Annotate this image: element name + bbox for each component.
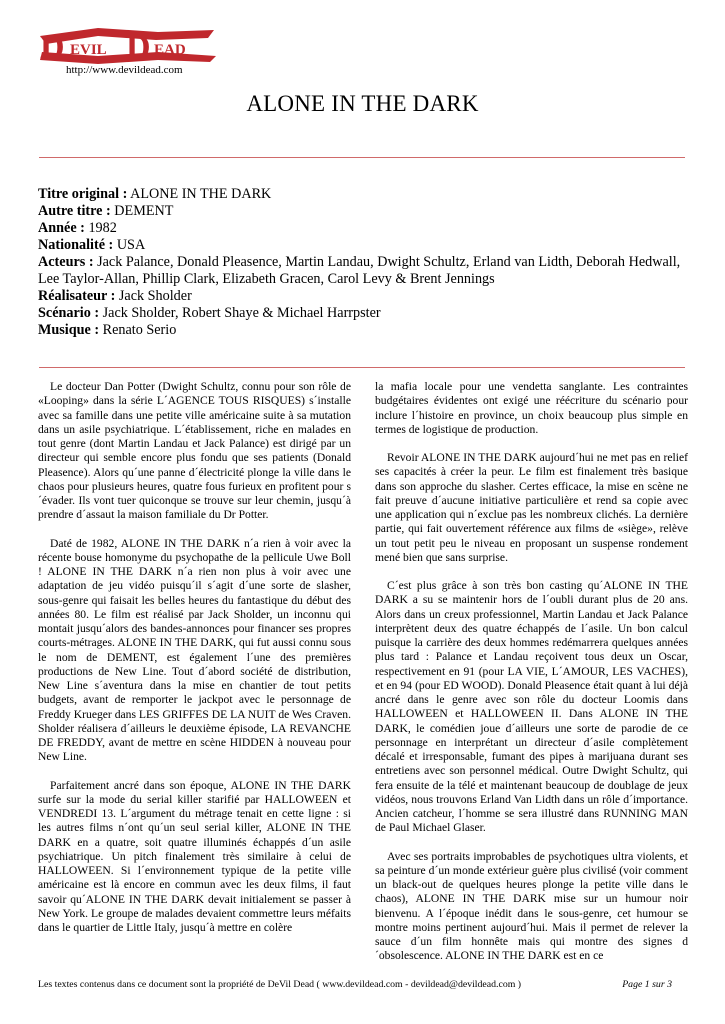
article-paragraph: Avec ses portraits improbables de psychotiques ultra violents, et sa peinture d´un monde extérieur guère plus civilisé (voir comment un black-out de quelques heures plonge la petite ville dans le chaos), ALONE IN THE DARK mise sur un humour noir bienvenu. A l´époque inédit dans le sous-genre, cet humour se montre moins pertinent aujourd´hui. Mais il permet de relever la sauce d´un film honnête mais qui montre des signes d´obsolescence. ALONE IN THE DARK est en ce — [375, 849, 688, 963]
info-label: Scénario : — [38, 305, 100, 321]
site-url[interactable]: http://www.devildead.com — [66, 64, 183, 76]
page-footer — [38, 979, 678, 990]
info-label: Année : — [38, 220, 85, 236]
divider-top — [39, 157, 685, 158]
page-title: ALONE IN THE DARK — [246, 91, 479, 116]
info-music — [38, 322, 688, 339]
article-paragraph: C´est plus grâce à son très bon casting qu´ALONE IN THE DARK a su se maintenir hors de l´oubli durant plus de 20 ans. Alors dans un creux professionnel, Martin Landau et Jack Palance interprètent deux des quatre échappés de l´asile. Un bon calcul puisque la carrière des deux hommes redémarrera quelques années plus tard : Palance et Landau reçoivent tous deux un Oscar, respectivement en 91 (pour LA VIE, L´AMOUR, LES VACHES), et en 94 (pour ED WOOD). Donald Pleasence était quant à lui déjà ancré dans le genre avec son rôle du docteur Loomis dans HALLOWEEN et HALLOWEEN II. Dans ALONE IN THE DARK, le comédien joue d´ailleurs une sorte de parodie de ce personnage en interprétant un directeur d´asile complètement décalé et irresponsable, fumant des pipes à marijuana durant ses entretiens avec son personnel médical. Outre Dwight Schultz, qui fera ensuite de la télé et maintenant beaucoup de doublage de jeux vidéos, nous trouvons Erland Van Lidth dans un rôle d´importance. Ancien catcheur, l´homme se sera illustré dans RUNNING MAN de Paul Michael Glaser. — [375, 579, 688, 835]
info-value: USA — [116, 237, 146, 253]
svg-text:D: D — [126, 29, 151, 66]
info-label: Musique : — [38, 322, 100, 338]
info-value: Jack Sholder — [118, 288, 192, 304]
info-director — [38, 288, 688, 305]
article-column-left — [38, 380, 351, 949]
info-value: ALONE IN THE DARK — [130, 186, 272, 202]
page-number: Page 1 sur 3 — [622, 979, 672, 990]
info-label: Nationalité : — [38, 237, 114, 253]
info-value: DEMENT — [114, 203, 174, 219]
info-label: Titre original : — [38, 186, 128, 202]
svg-text:EVIL: EVIL — [70, 42, 107, 58]
article-paragraph: Parfaitement ancré dans son époque, ALONE IN THE DARK surfe sur la mode du serial killer starifié par HALLOWEEN et VENDREDI 13. L´argument du métrage tenait en cette ligne : si les autres films n´ont qu´un seul serial killer, ALONE IN THE DARK en a quatre, soit quatre illuminés échappés d´un asile psychiatrique. Un pitch finalement très similaire à celui de HALLOWEEN. Si l´environnement typique de la petite ville américaine est là encore en commun avec les deux films, il faut savoir qu´ALONE IN THE DARK devait initialement se passer à New York. Le groupe de malades devaient commettre leurs méfaits dans le quartier de Little Italy, jusqu´à mettre en colère — [38, 778, 351, 934]
info-label: Acteurs : — [38, 254, 94, 270]
info-value: 1982 — [88, 220, 117, 236]
devildead-logo-graphic — [38, 22, 218, 66]
svg-text:EAD: EAD — [154, 42, 186, 58]
article-paragraph: Daté de 1982, ALONE IN THE DARK n´a rien à voir avec la récente bouse homonyme du psychopathe de la pellicule Uwe Boll ! ALONE IN THE DARK n´a rien non plus à voir avec une adaptation de jeu vidéo puisqu´il s´agit d´une sorte de slasher, sous-genre qui faisait les belles heures du fantastique du début des années 80. Le film est réalisé par Jack Sholder, un inconnu qui montait jusqu´alors des bandes-annonces pour financer ses propres courts-métrages. ALONE IN THE DARK, qui fut aussi connu sous le nom de DEMENT, est également l´une des premières productions de New Line. Tout d´abord société de distribution, New Line s´aventura dans la mise en chantier de tout petits budgets, avant de remporter le jackpot avec le personnage de Freddy Krueger dans LES GRIFFES DE LA NUIT de Wes Craven. Sholder réalisera d´ailleurs le deuxième épisode, LA REVANCHE DE FREDDY, avant de mettre en scène HIDDEN à nouveau pour New Line. — [38, 536, 351, 764]
article-paragraph: Revoir ALONE IN THE DARK aujourd´hui ne met pas en relief ses capacités à créer la peur. Le film est finalement très basique dans son approche du slasher. Certes efficace, la mise en scène ne fait preuve d´aucune initiative particulière et rend sa copie avec une application qui n´exclue pas les nombreux clichés. La dernière partie, qui fait ouvertement référence aux films de «siège», relève un tout petit peu le niveau en proposant un suspense rondement mené bien que sans surprise. — [375, 451, 688, 564]
info-original-title — [38, 186, 688, 203]
film-info — [38, 186, 688, 339]
info-value: Renato Serio — [102, 322, 177, 338]
info-year — [38, 220, 688, 237]
info-value: Jack Palance, Donald Pleasence, Martin Landau, Dwight Schultz, Erland van Lidth, Deborah Hedwall, Lee Taylor-Allan, Phillip Clark, Elizabeth Gracen, Carol Levy & Brent Jennings — [38, 254, 681, 287]
info-label: Réalisateur : — [38, 288, 116, 304]
devildead-logo[interactable] — [38, 22, 218, 66]
article-column-right — [375, 380, 688, 978]
info-other-title — [38, 203, 688, 220]
info-value: Jack Sholder, Robert Shaye & Michael Harrpster — [102, 305, 381, 321]
footer-copyright: Les textes contenus dans ce document sont la propriété de DeVil Dead ( www.devildead.com - devildead@devildead.com ) — [38, 979, 522, 990]
article-paragraph: Le docteur Dan Potter (Dwight Schultz, connu pour son rôle de «Looping» dans la série L´AGENCE TOUS RISQUES) s´installe avec sa famille dans une petite ville américaine suite à sa mutation dans un asile psychiatrique. L´établissement, riche en malades en tout genre (dont Martin Landau et Jack Palance) est dirigé par un directeur qui semble encore plus fondu que ses patients (Donald Pleasence). Alors qu´une panne d´électricité plonge la ville dans le chaos pour plusieurs heures, quatre fous furieux en profitent pour s´évader. Ils vont tuer quiconque se trouve sur leur chemin, jusqu´à prendre d´assaut la maison familiale du Dr Potter. — [38, 380, 351, 522]
info-label: Autre titre : — [38, 203, 111, 219]
info-nationality — [38, 237, 688, 254]
article-paragraph: la mafia locale pour une vendetta sanglante. Les contraintes budgétaires évidentes ont exigé une réécriture du scénario pour inclure l´histoire en province, un choix beaucoup plus simple en termes de logistique de production. — [375, 380, 688, 436]
svg-text:D: D — [40, 29, 65, 66]
info-actors — [38, 254, 688, 288]
info-screenplay — [38, 305, 688, 322]
divider-middle — [39, 367, 685, 368]
